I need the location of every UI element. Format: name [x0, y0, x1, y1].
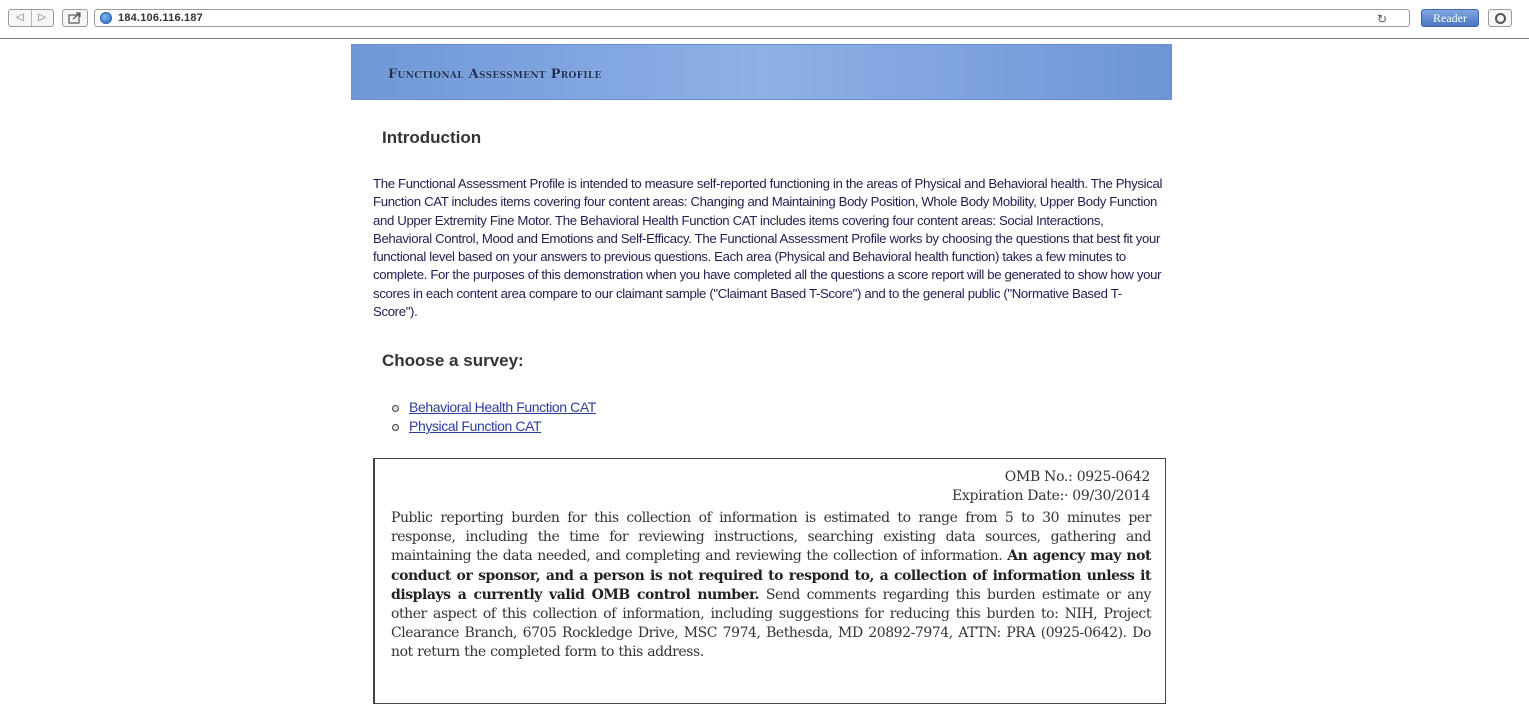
list-item [392, 417, 596, 436]
burden-text-part1: Public reporting burden for this collection of information is estimated to range from 5 to 30 minutes per response, including the time for reviewing instructions, searching existing data sources, gathering and maintaining the data needed, and completing and reviewing the collection of information. [391, 510, 1151, 565]
back-forward-buttons[interactable] [8, 9, 54, 27]
physical-function-cat-link[interactable]: Physical Function CAT [409, 418, 542, 434]
introduction-text: The Functional Assessment Profile is intended to measure self-reported functioning in the areas of Physical and Behavioral health. The Physical Function CAT includes items covering four content areas: Changing and Maintaining Body Position, Whole Body Mobility, Upper Body Function and Upper Extremity Fine Motor. The Behavioral Health Function CAT includes items covering four content areas: Social Interactions, Behavioral Control, Mood and Emotions and Self-Efficacy. The Functional Assessment Profile works by choosing the questions that best fit your functional level based on your answers to previous questions. Each area (Physical and Behavioral health function) takes a few minutes to complete. For the purposes of this demonstration when you have completed all the questions a score report will be generated to show how your scores in each content area compare to our claimant sample ("Claimant Based T-Score") and to the general public ("Normative Based T-Score"). [373, 176, 1163, 320]
banner-title: Functional Assessment Profile [388, 67, 602, 82]
downloads-icon [1495, 13, 1506, 24]
downloads-button[interactable] [1488, 9, 1512, 27]
reload-icon[interactable]: ↻ [1376, 12, 1387, 26]
url-text: 184.106.116.187 [118, 12, 203, 24]
browser-toolbar [0, 0, 1529, 39]
choose-survey-heading: Choose a survey: [382, 351, 524, 370]
list-item [392, 398, 596, 417]
omb-number: OMB No.: 0925-0642 [1004, 469, 1150, 485]
back-arrow-icon[interactable]: ◁ [9, 10, 32, 26]
share-icon [68, 12, 82, 24]
omb-notice-box [373, 458, 1166, 704]
bullet-icon [392, 405, 399, 412]
behavioral-health-cat-link[interactable]: Behavioral Health Function CAT [409, 399, 596, 415]
survey-list [392, 398, 596, 436]
burden-text-bold: An agency may not conduct or sponsor, and a person is not required to respond to, a collection of information unless it displays a currently valid OMB control number. [391, 548, 1152, 603]
burden-statement [391, 509, 1151, 663]
address-bar[interactable] [94, 9, 1410, 27]
page-banner [351, 44, 1172, 100]
omb-expiration-date: Expiration Date:· 09/30/2014 [952, 488, 1150, 504]
bullet-icon [392, 424, 399, 431]
globe-icon [100, 12, 112, 24]
introduction-heading: Introduction [382, 128, 482, 147]
forward-arrow-icon[interactable]: ▷ [38, 12, 47, 23]
burden-text-part2: Send comments regarding this burden estimate or any other aspect of this collection of information, including suggestions for reducing this burden to: NIH, Project Clearance Branch, 6705 Rockledge Drive, MSC 7974, Bethesda, MD 20892-7974, ATTN: PRA (0925-0642). Do not return the completed form to this address. [391, 586, 1151, 661]
share-button[interactable] [62, 9, 88, 27]
reader-button[interactable]: Reader [1421, 9, 1479, 27]
